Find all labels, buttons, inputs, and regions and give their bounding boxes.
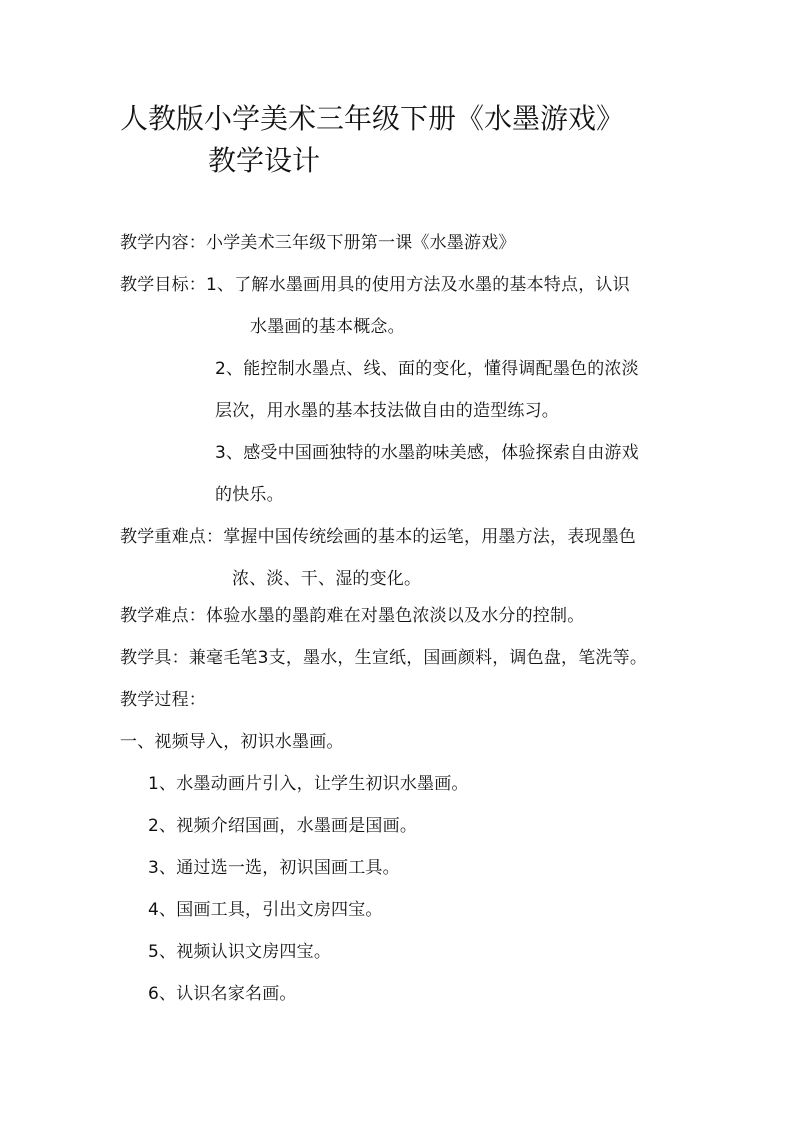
goal-3-line-1: 3、感受中国画独特的水墨韵味美感，体验探索自由游戏 (215, 443, 639, 463)
goal-1-line-1: 教学目标：1、了解水墨画用具的使用方法及水墨的基本特点，认识 (120, 275, 630, 295)
key-point-line-2: 浓、淡、干、湿的变化。 (232, 569, 422, 589)
process-step-3: 3、通过选一选，初识国画工具。 (148, 858, 400, 878)
process-step-2: 2、视频介绍国画，水墨画是国画。 (148, 816, 418, 836)
document-subtitle: 教学设计 (208, 144, 321, 177)
difficulty-line: 教学难点：体验水墨的墨韵难在对墨色浓淡以及水分的控制。 (120, 606, 585, 626)
section-1-heading: 一、视频导入，初识水墨画。 (120, 732, 344, 752)
process-heading: 教学过程： (120, 690, 206, 710)
document-title: 人教版小学美术三年级下册《水墨游戏》 (120, 102, 625, 135)
goal-2-line-1: 2、能控制水墨点、线、面的变化，懂得调配墨色的浓淡 (215, 359, 639, 379)
tools-line: 教学具：兼毫毛笔3支，墨水，生宣纸，国画颜料，调色盘，笔洗等。 (120, 648, 648, 668)
content-line: 教学内容：小学美术三年级下册第一课《水墨游戏》 (120, 233, 516, 253)
process-step-4: 4、国画工具，引出文房四宝。 (148, 900, 383, 920)
key-point-line-1: 教学重难点：掌握中国传统绘画的基本的运笔，用墨方法，表现墨色 (120, 527, 636, 547)
goal-1-line-2: 水墨画的基本概念。 (250, 317, 405, 337)
goal-2-line-2: 层次，用水墨的基本技法做自由的造型练习。 (215, 401, 559, 421)
process-step-1: 1、水墨动画片引入，让学生初识水墨画。 (148, 774, 469, 794)
goal-3-line-2: 的快乐。 (215, 485, 284, 505)
process-step-5: 5、视频认识文房四宝。 (148, 942, 332, 962)
process-step-6: 6、认识名家名画。 (148, 984, 297, 1004)
